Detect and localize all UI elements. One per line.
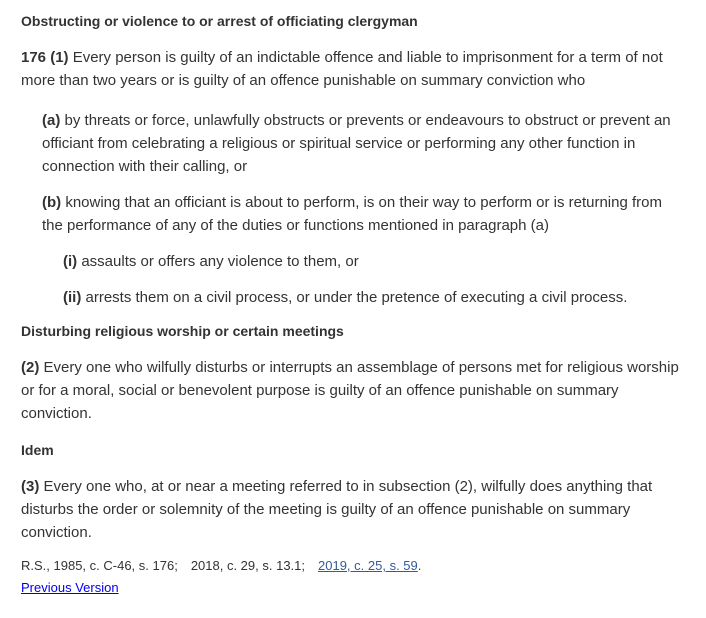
subsection-176-1 xyxy=(21,46,681,92)
paragraph-a-text: by threats or force, unlawfully obstructs or prevents or endeavours to obstruct or prevent an officiant from celebrating a religious or spiritual service or performing any other function in connection with their calling, or xyxy=(42,112,671,175)
paragraph-b xyxy=(42,191,681,237)
subparagraph-ii-label: (ii) xyxy=(63,289,82,306)
subsection-3-number: (3) xyxy=(21,478,40,495)
citation-period: . xyxy=(417,558,422,573)
subparagraph-i-label: (i) xyxy=(63,253,78,270)
subsection-3 xyxy=(21,475,681,544)
subsection-2 xyxy=(21,356,681,425)
citation-2018: 2018, c. 29, s. 13.1; xyxy=(190,558,306,573)
marginal-note-idem: Idem xyxy=(21,442,54,458)
subparagraph-ii xyxy=(63,286,686,309)
citation-rs-1985: R.S., 1985, c. C-46, s. 176; xyxy=(21,558,178,573)
paragraph-b-text: knowing that an officiant is about to perform, is on their way to perform or is returning from the performance of any of the duties or functions mentioned in paragraph (a) xyxy=(42,194,662,234)
subsection-3-text: Every one who, at or near a meeting referred to in subsection (2), wilfully does anything that disturbs the order or solemnity of the meeting is guilty of an offence punishable on summary conviction. xyxy=(21,478,653,541)
section-number-176-1: 176 (1) xyxy=(21,49,69,66)
subparagraph-i xyxy=(63,250,686,273)
subparagraph-i-text: assaults or offers any violence to them, or xyxy=(81,253,359,270)
subsection-2-text: Every one who wilfully disturbs or interrupts an assemblage of persons met for religious worship or for a moral, social or benevolent purpose is guilty of an offence punishable on summary conviction. xyxy=(21,359,679,422)
previous-version-link[interactable]: Previous Version xyxy=(21,580,119,595)
paragraph-a xyxy=(42,109,681,178)
previous-version-row xyxy=(21,579,686,596)
paragraph-b-label: (b) xyxy=(42,194,62,211)
subparagraph-ii-text: arrests them on a civil process, or under the pretence of executing a civil process. xyxy=(85,289,628,306)
marginal-note-obstructing-clergyman: Obstructing or violence to or arrest of officiating clergyman xyxy=(21,13,418,29)
subsection-176-1-text: Every person is guilty of an indictable offence and liable to imprisonment for a term of not more than two years or is guilty of an offence punishable on summary conviction who xyxy=(21,49,663,89)
legislation-section xyxy=(21,13,686,596)
subsection-2-number: (2) xyxy=(21,359,40,376)
citation-2019-link[interactable]: 2019, c. 25, s. 59 xyxy=(318,558,418,573)
paragraph-a-label: (a) xyxy=(42,112,61,129)
marginal-note-disturbing-worship: Disturbing religious worship or certain meetings xyxy=(21,323,344,339)
history-citations xyxy=(21,557,686,574)
